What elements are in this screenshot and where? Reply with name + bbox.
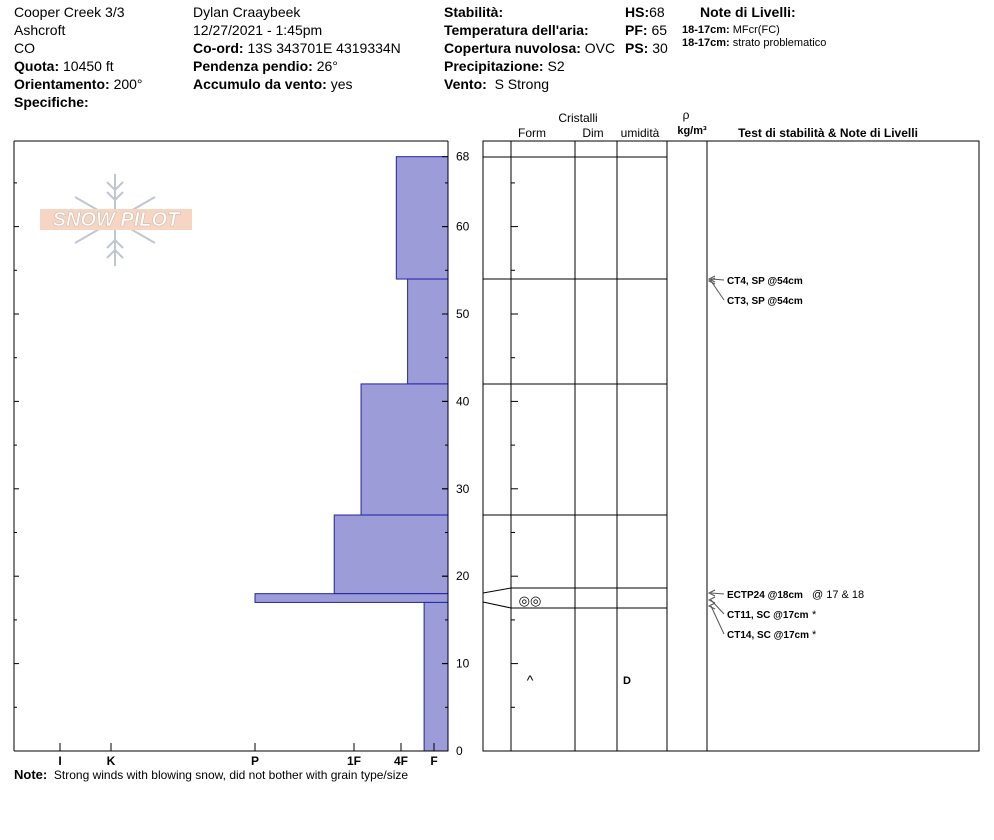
coordinates: Co-ord: 13S 343701E 4319334N <box>193 40 401 56</box>
moisture-mark: D <box>623 675 631 687</box>
layer-note: 18-17cm: MFcr(FC) <box>682 24 780 36</box>
layer-connector <box>483 602 511 608</box>
rho-header: ρ <box>682 108 690 122</box>
stability: Stabilità: <box>444 4 504 20</box>
y-tick-label: 10 <box>456 656 470 671</box>
y-tick-label: 30 <box>456 481 470 496</box>
stability-test-label: CT3, SP @54cm <box>727 296 803 307</box>
site-name: Cooper Creek 3/3 <box>14 4 125 20</box>
stability-test-label: CT11, SC @17cm <box>727 610 809 621</box>
y-tick-label: 0 <box>456 744 463 758</box>
y-tick-label: 60 <box>456 219 470 234</box>
density-unit-header: kg/m³ <box>677 125 707 137</box>
stability-test-note: * <box>812 629 817 641</box>
slope-angle: Pendenza pendio: 26° <box>193 58 338 74</box>
snowpilot-logo <box>40 174 192 266</box>
hardness-tick-label: F <box>430 754 438 768</box>
hardness-bar <box>334 515 448 594</box>
specifics: Specifiche: <box>14 94 89 110</box>
hardness-tick-label: K <box>106 754 116 768</box>
aspect: Orientamento: 200° <box>14 76 143 92</box>
y-tick-label: 20 <box>456 569 470 584</box>
state: CO <box>14 40 35 56</box>
observer: Dylan Craaybeek <box>193 4 301 20</box>
hardness-bar <box>408 279 448 384</box>
y-tick-label: 50 <box>456 307 470 321</box>
grain-form-symbol: ◎◎ <box>518 593 542 608</box>
hardness-bar <box>396 157 448 279</box>
wind-loading: Accumulo da vento: yes <box>193 76 353 92</box>
stability-test-label: ECTP24 @18cm <box>727 590 803 601</box>
precipitation: Precipitazione: S2 <box>444 58 565 74</box>
layer-table-frame <box>483 141 979 751</box>
wind: Vento: S Strong <box>444 76 550 92</box>
test-arrow-head <box>709 597 715 603</box>
elevation: Quota: 10450 ft <box>14 58 114 74</box>
air-temperature: Temperatura dell'aria: <box>444 22 589 38</box>
logo-text: SNOW PILOT <box>52 209 180 231</box>
grain-form-symbol: ^ <box>526 672 534 688</box>
test-arrow <box>711 593 724 594</box>
hardness-bar <box>424 602 448 751</box>
hs-value: HS:68 <box>625 4 665 20</box>
location: Ashcroft <box>14 22 66 38</box>
hardness-tick-label: P <box>250 754 260 768</box>
y-tick-label: 68 <box>456 149 470 164</box>
hardness-tick-label: 4F <box>393 754 409 768</box>
hardness-tick-label: I <box>58 754 62 768</box>
stability-test-note: * <box>812 609 817 621</box>
y-tick-label: 40 <box>456 394 470 409</box>
datetime: 12/27/2021 - 1:45pm <box>193 22 323 38</box>
form-header: Form <box>518 126 546 140</box>
test-arrow <box>711 606 724 634</box>
ps-value: PS: 30 <box>625 40 668 56</box>
sky-cover: Copertura nuvolosa: OVC <box>444 40 616 56</box>
tests-header: Test di stabilità & Note di Livelli <box>738 126 918 140</box>
pf-value: PF: 65 <box>625 22 668 38</box>
hardness-bar <box>255 594 448 603</box>
profile-note: Note: Strong winds with blowing snow, did not bother with grain type/size <box>14 767 409 782</box>
moisture-header: umidità <box>620 126 660 140</box>
hardness-tick-label: 1F <box>346 754 362 768</box>
stability-test-label: CT14, SC @17cm <box>727 630 810 641</box>
layer-connector <box>483 588 511 593</box>
stability-test-label: CT4, SP @54cm <box>727 276 803 287</box>
layer-notes-title: Note di Livelli: <box>700 4 796 20</box>
test-arrow <box>711 281 724 300</box>
hardness-bar <box>361 384 448 515</box>
crystals-header: Cristalli <box>558 111 598 125</box>
size-header: Dim <box>582 126 604 140</box>
stability-test-note: @ 17 & 18 <box>812 589 865 601</box>
layer-note: 18-17cm: strato problematico <box>682 37 827 49</box>
